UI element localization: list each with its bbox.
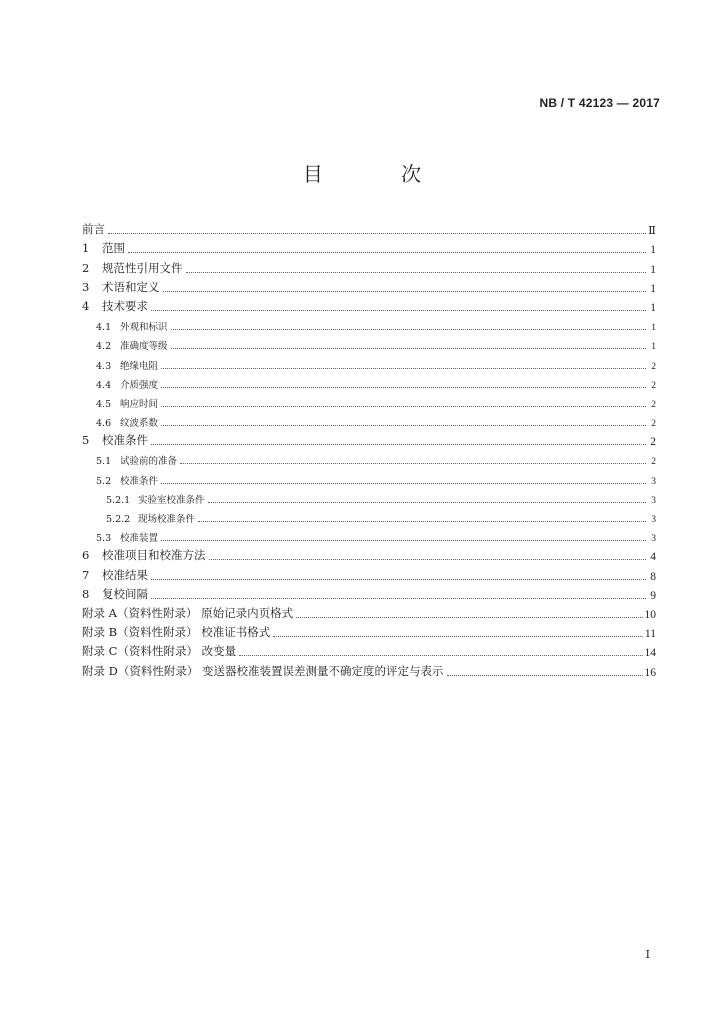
toc-entry[interactable] [82, 525, 656, 544]
toc-entry-number: 5 [82, 433, 90, 448]
toc-entry-title [96, 530, 158, 544]
toc-entry-title [82, 567, 148, 583]
dot-leader [128, 252, 646, 253]
dot-leader [161, 387, 646, 388]
toc-entry-label: 校准项目和校准方法 [102, 548, 206, 563]
toc-entry-label: 介质强度 [120, 379, 159, 391]
toc-entry-label: 技术要求 [102, 298, 148, 313]
toc-entry-title [96, 358, 158, 372]
toc-entry[interactable] [82, 256, 656, 275]
toc-entry-title [96, 415, 158, 429]
toc-entry-label: 绝缘电阻 [120, 360, 159, 372]
toc-entry-page: 11 [644, 628, 656, 641]
toc-entry[interactable] [82, 410, 656, 429]
dot-leader [447, 675, 643, 676]
toc-entry[interactable] [82, 333, 656, 352]
toc-entry[interactable] [82, 276, 656, 295]
toc-entry-label: 实验室校准条件 [138, 494, 205, 506]
toc-entry-label: 附录 D（资料性附录） 变送器校准装置误差测量不确定度的评定与表示 [82, 663, 444, 678]
toc-entry[interactable] [82, 372, 656, 391]
toc-entry-page: 10 [644, 608, 656, 621]
toc-entry-label: 附录 C（资料性附录） 改变量 [82, 644, 237, 659]
toc-entry-title [82, 432, 148, 448]
toc-entry-page: 2 [651, 399, 656, 410]
toc-entry-page: 2 [650, 436, 656, 449]
toc-entry-page: Ⅱ [648, 225, 656, 238]
dot-leader [161, 540, 646, 541]
toc-entry-label: 响应时间 [120, 398, 159, 410]
dot-leader [208, 502, 646, 503]
toc-entry-title [96, 473, 158, 487]
toc-entry-label: 校准条件 [102, 433, 148, 448]
dot-leader [161, 368, 646, 369]
toc-entry-label: 规范性引用文件 [102, 260, 183, 275]
toc-entry[interactable] [82, 621, 656, 640]
toc-entry-page: 16 [644, 666, 656, 679]
dot-leader [161, 483, 646, 484]
toc-entry[interactable] [82, 659, 656, 678]
toc-entry-page: 3 [651, 515, 656, 525]
toc-entry-number: 6 [82, 548, 90, 563]
toc-entry-title [96, 338, 168, 352]
toc-entry-title [82, 605, 293, 621]
dot-leader [180, 463, 646, 464]
toc-entry-page: 14 [644, 647, 656, 660]
toc-entry[interactable] [82, 429, 656, 448]
toc-entry-number: 5.2.2 [106, 514, 131, 525]
toc-entry-title [82, 643, 236, 659]
toc-entry-title [106, 492, 205, 506]
dot-leader [239, 655, 642, 656]
toc-entry[interactable] [82, 352, 656, 371]
toc-entry-label: 术语和定义 [102, 279, 160, 294]
toc-entry[interactable] [82, 563, 656, 582]
toc-entry[interactable] [82, 506, 656, 525]
toc-entry-number: 4.5 [96, 398, 112, 410]
toc-entry-number: 4.6 [96, 418, 112, 430]
toc-entry-number: 8 [82, 586, 90, 601]
toc-entry-page: 8 [650, 570, 656, 583]
toc-entry-title [82, 298, 148, 314]
dot-leader [151, 310, 646, 311]
toc-entry-page: 1 [651, 323, 656, 334]
toc-entry-page: 3 [651, 476, 656, 487]
toc-entry-page: 3 [651, 534, 656, 545]
toc-entry-label: 外观和标识 [120, 322, 168, 334]
toc-entry-number: 4.2 [96, 341, 112, 353]
toc-entry-number: 7 [82, 567, 90, 582]
toc-entry-number: 4 [82, 298, 90, 313]
toc-entry-page: 4 [650, 551, 656, 564]
dot-leader [209, 559, 647, 560]
dot-leader [296, 617, 642, 618]
toc-entry-number: 4.4 [96, 379, 112, 391]
toc-entry-page: 1 [651, 342, 656, 353]
toc-entry-title [82, 240, 125, 256]
toc-entry-number: 5.2 [96, 475, 112, 487]
table-of-contents [82, 218, 656, 679]
toc-entry-number: 5.1 [96, 456, 112, 468]
toc-entry[interactable] [82, 295, 656, 314]
toc-entry-page: 2 [651, 419, 656, 430]
toc-entry[interactable] [82, 391, 656, 410]
toc-entry-title [82, 586, 148, 602]
toc-entry-label: 前言 [82, 222, 105, 237]
toc-entry-title [82, 663, 444, 679]
dot-leader [163, 291, 647, 292]
toc-entry-label: 校准结果 [102, 567, 148, 582]
toc-entry-title [82, 260, 183, 276]
toc-entry[interactable] [82, 218, 656, 237]
toc-entry-number: 3 [82, 279, 90, 294]
toc-entry-title [96, 453, 177, 467]
toc-entry-number: 2 [82, 260, 90, 275]
toc-entry[interactable] [82, 237, 656, 256]
toc-entry-page: 9 [650, 589, 656, 602]
toc-entry-number: 5.3 [96, 533, 112, 545]
toc-entry-page: 3 [651, 495, 656, 506]
toc-entry-label: 纹波系数 [120, 418, 159, 430]
toc-entry-label: 附录 B（资料性附录） 校准证书格式 [82, 625, 271, 640]
toc-entry-label: 试验前的准备 [120, 456, 178, 468]
toc-entry-label: 准确度等级 [120, 341, 168, 353]
toc-entry-title [96, 396, 158, 410]
dot-leader [161, 406, 646, 407]
dot-leader [198, 521, 646, 522]
toc-entry-title [82, 624, 270, 640]
toc-entry-page: 2 [651, 457, 656, 468]
toc-entry-label: 校准装置 [120, 533, 159, 545]
toc-entry-page: 2 [651, 361, 656, 372]
toc-entry[interactable] [82, 314, 656, 333]
toc-entry[interactable] [82, 467, 656, 486]
toc-entry-number: 1 [82, 241, 90, 256]
dot-leader [186, 272, 647, 273]
toc-entry-page: 1 [650, 282, 656, 295]
toc-entry[interactable] [82, 583, 656, 602]
toc-entry-label: 校准条件 [120, 475, 159, 487]
dot-leader [151, 579, 646, 580]
toc-entry-title [82, 221, 105, 237]
toc-entry-label: 复校间隔 [102, 586, 148, 601]
toc-entry[interactable] [82, 487, 656, 506]
toc-entry[interactable] [82, 602, 656, 621]
dot-leader [151, 598, 646, 599]
toc-entry-number: 4.3 [96, 360, 112, 372]
dot-leader [273, 636, 643, 637]
toc-entry-title [82, 279, 160, 295]
toc-entry-title [106, 511, 195, 525]
toc-entry-label: 附录 A（资料性附录） 原始记录内页格式 [82, 605, 294, 620]
dot-leader [171, 348, 646, 349]
dot-leader [151, 444, 646, 445]
toc-entry-number: 4.1 [96, 322, 112, 334]
toc-entry[interactable] [82, 544, 656, 563]
toc-entry-page: 1 [650, 301, 656, 314]
dot-leader [108, 233, 646, 234]
toc-entry-page: 2 [651, 380, 656, 391]
toc-entry[interactable] [82, 640, 656, 659]
dot-leader [171, 329, 646, 330]
dot-leader [161, 425, 646, 426]
toc-entry-page: 1 [650, 263, 656, 276]
toc-entry-title [82, 547, 206, 563]
toc-entry-title [96, 319, 168, 333]
toc-entry-page: 1 [650, 244, 656, 257]
toc-entry-number: 5.2.1 [106, 494, 131, 506]
toc-entry-label: 范围 [102, 241, 125, 256]
toc-entry[interactable] [82, 448, 656, 467]
standard-code: NB / T 42123 — 2017 [539, 96, 660, 110]
page-number: I [645, 948, 650, 961]
page-title: 目 次 [302, 162, 458, 186]
toc-entry-label: 现场校准条件 [138, 514, 196, 525]
toc-entry-title [96, 377, 158, 391]
